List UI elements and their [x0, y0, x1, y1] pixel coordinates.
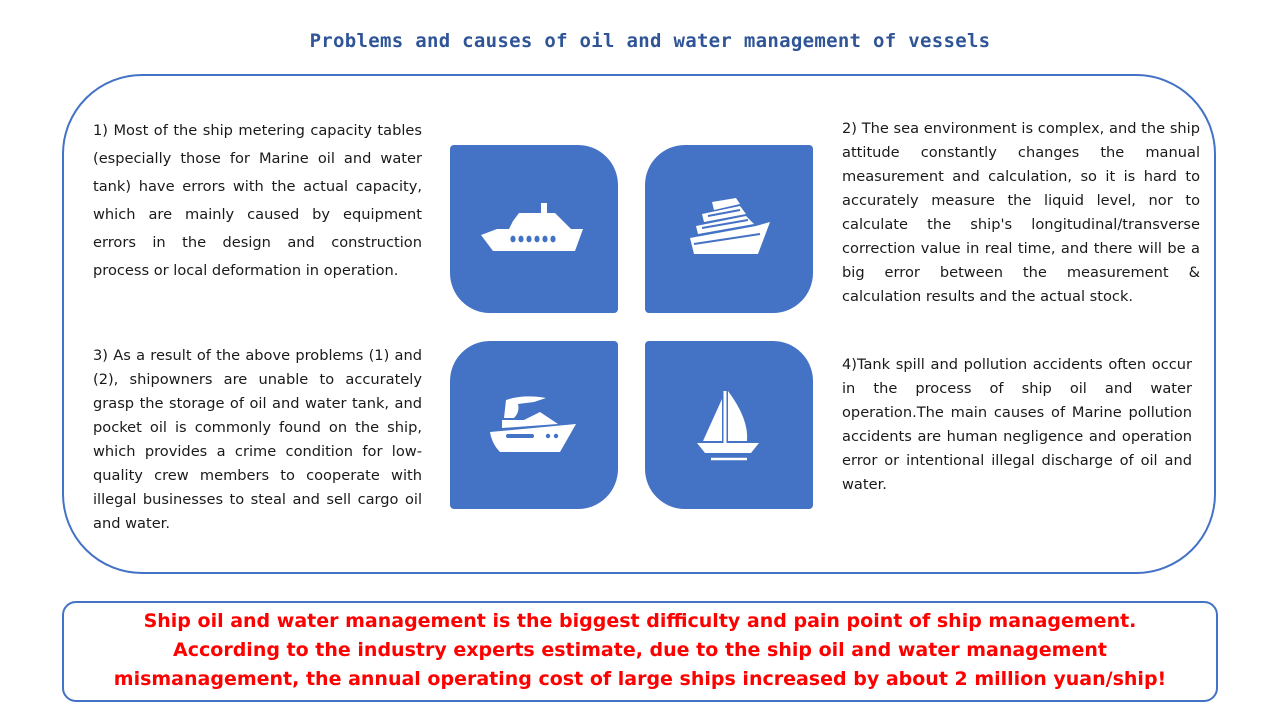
conclusion-line-1: Ship oil and water management is the biggest difficulty and pain point of ship management.	[143, 610, 1137, 632]
ferry-icon	[479, 199, 589, 259]
point-1-text: 1) Most of the ship metering capacity tables (especially those for Marine oil and water tank) have errors with the actual capacity, which are mainly caused by equipment errors in the design and construction process or local deformation in operation.	[93, 122, 422, 279]
conclusion-line-2: According to the industry experts estimate, due to the ship oil and water management	[173, 639, 1107, 661]
conclusion-line-3: mismanagement, the annual operating cost of large ships increased by about 2 million yuan/ship!	[113, 668, 1167, 690]
ferry-tile	[450, 145, 618, 313]
point-3-text: 3) As a result of the above problems (1) and (2), shipowners are unable to accurately grasp the storage of oil and water tank, and pocket oil is commonly found on the ship, which provides a crime condition for low-quality crew members to cooperate with illegal businesses to steal and sell cargo oil and water.	[93, 347, 422, 532]
point-2-text: 2) The sea environment is complex, and the ship attitude constantly changes the manual measurement and calculation, so it is hard to accurately measure the liquid level, nor to calculate the ship's longitudinal/transverse correction value in real time, and there will be a big error between the measurement & calculation results and the actual stock.	[842, 120, 1200, 305]
sailboat-tile	[645, 341, 813, 509]
cruise-ship-icon	[684, 194, 774, 264]
cruise-ship-tile	[645, 145, 813, 313]
sailboat-icon	[689, 385, 769, 465]
conclusion-text	[62, 607, 1218, 694]
point-4-text: 4)Tank spill and pollution accidents often occur in the process of ship oil and water operation.The main causes of Marine pollution accidents are human negligence and operation error or intentional illegal discharge of oil and water.	[842, 356, 1192, 493]
yacht-tile	[450, 341, 618, 509]
yacht-icon	[484, 390, 584, 460]
page-title: Problems and causes of oil and water management of vessels	[309, 30, 991, 52]
